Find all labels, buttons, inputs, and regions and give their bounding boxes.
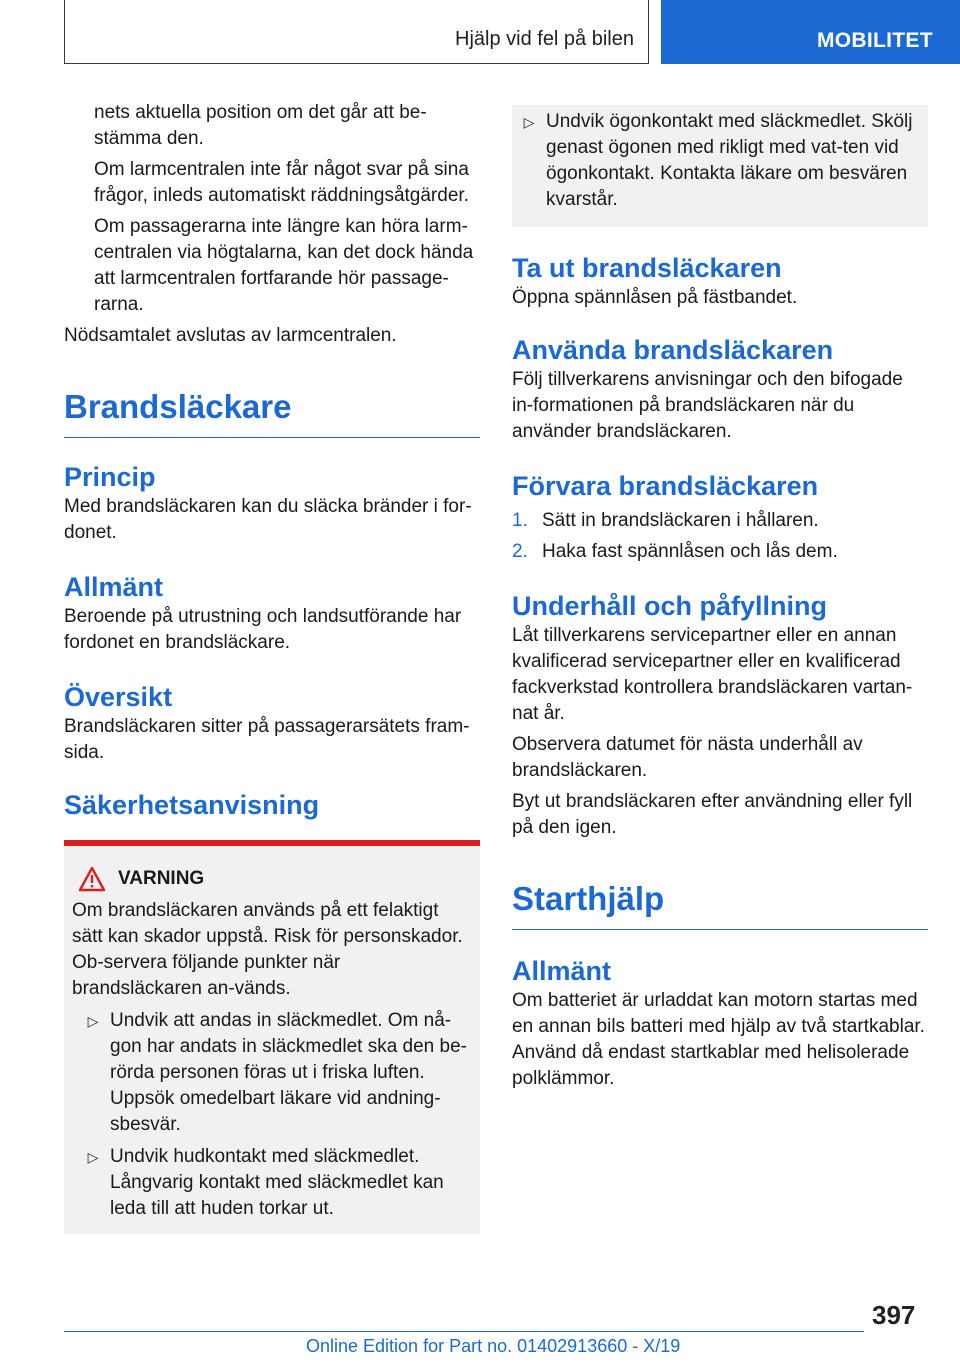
heading-starthjalp: Starthjälp xyxy=(512,879,928,930)
triangle-bullet-icon: ▷ xyxy=(87,1149,99,1165)
footer-edition: Online Edition for Part no. 01402913660 - X/19 xyxy=(306,1336,681,1356)
paragraph: Låt tillverkarens servicepartner eller en annan kvalificerad servicepartner eller en kvalificerad fackverkstad kontrollera brandsläckaren vartan-nat år. xyxy=(512,625,913,724)
header-frame xyxy=(64,0,649,64)
heading-underhall: Underhåll och påfyllning xyxy=(512,591,828,621)
list-item: ▷ Undvik hudkontakt med släckmedlet. Långvarig kontakt med släckmedlet kan leda till att huden torkar ut. xyxy=(76,1144,472,1222)
chapter-title: Hjälp vid fel på bilen xyxy=(455,28,634,50)
triangle-bullet-icon: ▷ xyxy=(523,114,535,130)
paragraph: nets aktuella position om det går att be-stämma den. xyxy=(94,102,427,149)
heading-anvanda: Använda brandsläckaren xyxy=(512,335,834,365)
left-column xyxy=(64,100,480,1234)
warning-text: Om brandsläckaren används på ett felaktigt sätt kan skador uppstå. Risk för personskador. Ob-servera följande punkter när brandsläckaren an-vänds. xyxy=(72,900,463,999)
paragraph: Brandsläckaren sitter på passagerarsätets fram-sida. xyxy=(64,716,470,763)
paragraph: Med brandsläckaren kan du släcka bränder i for-donet. xyxy=(64,496,472,543)
heading-ta-ut: Ta ut brandsläckaren xyxy=(512,253,782,283)
paragraph: Följ tillverkarens anvisningar och den bifogade in-formationen på brandsläckaren när du använder brandsläckaren. xyxy=(512,369,903,442)
heading-brandslackare: Brandsläckare xyxy=(64,387,480,438)
warning-box xyxy=(64,840,480,1234)
paragraph: Om batteriet är urladdat kan motorn startas med en annan bils batteri med hjälp av två startkablar. Använd då endast startkablar med helisolerade polklämmor. xyxy=(512,990,925,1089)
paragraph: Observera datumet för nästa underhåll av brandsläckaren. xyxy=(512,734,863,781)
paragraph: Öppna spännlåsen på fästbandet. xyxy=(512,287,798,308)
list-item: ▷ Undvik ögonkontakt med släckmedlet. Skölj genast ögonen med rikligt med vat-ten vid ögonkontakt. Kontakta läkare om besvären kvarstår. xyxy=(512,109,920,213)
heading-allmant-2: Allmänt xyxy=(512,956,612,986)
list-item: 2. Haka fast spännlåsen och lås dem. xyxy=(512,541,838,562)
heading-sakerhetsanvisning: Säkerhetsanvisning xyxy=(64,790,320,820)
warning-title: VARNING xyxy=(118,868,205,889)
paragraph: Om passagerarna inte längre kan höra larm-centralen via högtalarna, kan det dock hända att larmcentralen fortfarande hör passage-rarna. xyxy=(94,216,474,315)
warning-header xyxy=(72,864,472,894)
paragraph: Nödsamtalet avslutas av larmcentralen. xyxy=(64,325,397,346)
list-item: ▷ Undvik att andas in släckmedlet. Om nå-gon har andats in släckmedlet ska den be-rörda personen föras ut i friska luften. Uppsök omedelbart läkare vid andning-sbesvär. xyxy=(76,1008,472,1138)
paragraph: Om larmcentralen inte får något svar på sina frågor, inleds automatiskt räddningsåtgärder. xyxy=(94,159,469,206)
triangle-bullet-icon: ▷ xyxy=(87,1013,99,1029)
warning-triangle-icon xyxy=(78,866,106,892)
section-tab[interactable]: MOBILITET xyxy=(661,0,960,64)
warning-box-continued xyxy=(512,105,928,227)
heading-forvara: Förvara brandsläckaren xyxy=(512,471,819,501)
right-column xyxy=(512,103,928,1092)
footer-divider xyxy=(64,1331,864,1332)
paragraph: Byt ut brandsläckaren efter användning eller fyll på den igen. xyxy=(512,791,913,838)
list-item: 1. Sätt in brandsläckaren i hållaren. xyxy=(512,510,819,531)
page-number: 397 xyxy=(872,1300,916,1330)
paragraph: Beroende på utrustning och landsutförande har fordonet en brandsläckare. xyxy=(64,606,462,653)
heading-oversikt: Översikt xyxy=(64,682,173,712)
heading-allmant: Allmänt xyxy=(64,572,164,602)
heading-princip: Princip xyxy=(64,462,156,492)
